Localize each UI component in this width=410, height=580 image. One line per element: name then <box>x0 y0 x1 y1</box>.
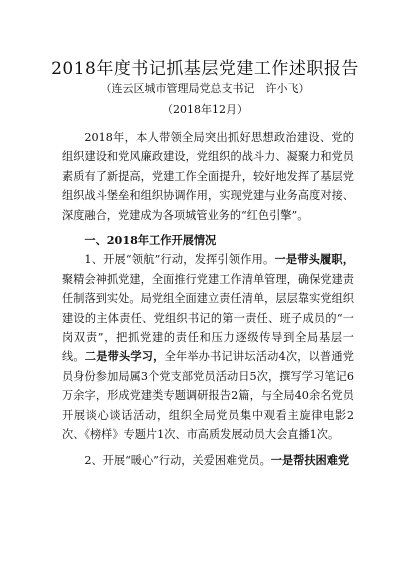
item2-paragraph <box>62 451 354 470</box>
intro-paragraph: 2018年，本人带领全局突出抓好思想政治建设、党的组织建设和党风廉政建设，党组织的战斗力、凝聚力和党员素质有了新提高，党建工作全面提升，较好地发挥了基层党组织战斗堡垒和组织协调作用，实现党建与业务高度对接、深度融合，党建成为各项城管业务的“红色引擎”。 <box>62 131 354 222</box>
item2-intro: 2、开展“暖心”行动，关爱困难党员。 <box>84 453 271 467</box>
section-heading: 一、2018年工作开展情况 <box>84 233 217 248</box>
item1-intro: 1、开展“领航”行动，发挥引领作用。 <box>84 253 275 267</box>
document-subtitle: （连云区城市管理局党总支书记 许小飞） <box>100 82 310 95</box>
document-body <box>62 128 354 470</box>
item1-text1: 聚精会神抓党建，全面推行党建工作清单管理，确保党建责任制落到实处。局党组全面建立责任清单，层层靠实党组织建设的主体责任、党组织书记的第一责任、班子成员的“一岗双责”，把抓党建的责任和压力逐级传导到全局基层一线。 <box>62 272 354 364</box>
item2-lead1: 一是帮扶困难党 <box>270 452 350 467</box>
item1-paragraph <box>62 250 354 444</box>
item1-text2: 全年举办书记讲坛活动4次，以普通党员身份参加局属3个党支部党员活动日5次，撰写学习笔记6万余字，形成党建类专题调研报告2篇，与全局40余名党员开展谈心谈话活动，组织全局党员集中观看主旋律电影2次、《榜样》专题片1次、市高质发展动员大会直播1次。 <box>62 350 354 442</box>
item1-lead2: 二是带头学习， <box>84 349 165 364</box>
document-date: （2018年12月） <box>162 103 248 116</box>
item1-lead1: 一是带头履职， <box>274 252 354 267</box>
document-title: 2018年度书记抓基层党建工作述职报告 <box>51 59 359 79</box>
